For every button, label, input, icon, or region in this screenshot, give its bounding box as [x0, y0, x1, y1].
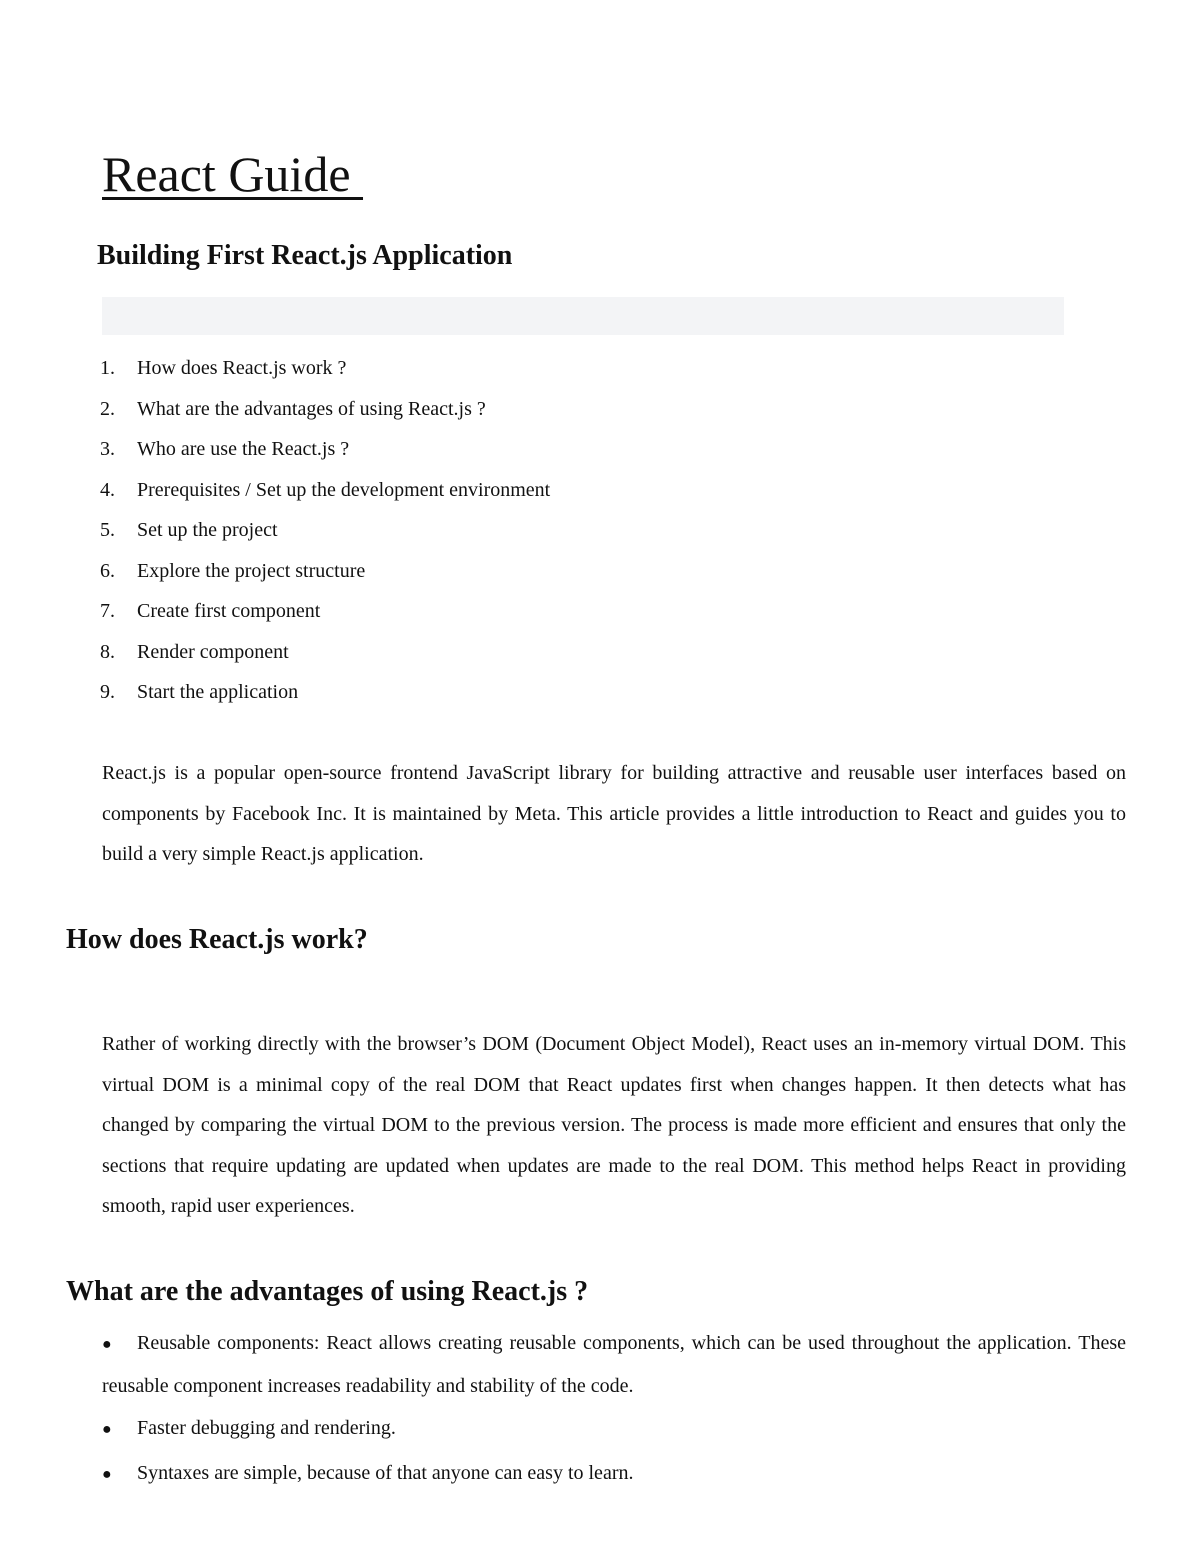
toc-item-number: 3.	[100, 438, 115, 460]
toc-item	[100, 672, 550, 713]
toc-item-text: Prerequisites / Set up the development environment	[137, 478, 551, 501]
toc-item	[100, 591, 550, 632]
toc-item-text: Create first component	[137, 600, 321, 622]
toc-item-number: 2.	[100, 397, 115, 420]
toc-item-number: 7.	[100, 600, 115, 622]
toc-item-text: How does React.js work ?	[137, 357, 347, 379]
toc-item-number: 4.	[100, 478, 115, 501]
toc-item-text: Start the application	[137, 681, 299, 703]
section-heading-advantages: What are the advantages of using React.js ?	[66, 1276, 589, 1307]
list-item	[102, 1453, 1126, 1496]
toc-item-text: Who are use the React.js ?	[137, 438, 350, 460]
toc-item	[100, 429, 550, 470]
advantages-list	[102, 1323, 1126, 1497]
toc-item-number: 1.	[100, 357, 115, 379]
toc-item-text: Explore the project structure	[137, 559, 366, 582]
table-of-contents	[100, 348, 550, 713]
toc-item	[100, 389, 550, 430]
toc-item-text: Render component	[137, 640, 289, 663]
toc-item-number: 9.	[100, 681, 115, 703]
list-item	[102, 1323, 1126, 1406]
bullet-icon: ●	[102, 1465, 112, 1483]
code-block	[102, 297, 1064, 335]
document-subtitle: Building First React.js Application	[97, 240, 513, 271]
list-item-text: Reusable components: React allows creating reusable components, which can be used throughout the application. These reusable component increases readability and stability of the code.	[102, 1332, 1126, 1397]
toc-item	[100, 510, 550, 551]
toc-item-text: Set up the project	[137, 519, 278, 541]
toc-item-number: 6.	[100, 559, 115, 582]
list-item	[102, 1408, 1126, 1451]
toc-item-number: 8.	[100, 640, 115, 663]
toc-item	[100, 470, 550, 511]
list-item-text: Syntaxes are simple, because of that anyone can easy to learn.	[137, 1461, 634, 1484]
toc-item	[100, 551, 550, 592]
toc-item-text: What are the advantages of using React.js ?	[137, 397, 486, 420]
toc-item-number: 5.	[100, 519, 115, 541]
toc-item	[100, 348, 550, 389]
how-paragraph: Rather of working directly with the browser’s DOM (Document Object Model), React uses an in-memory virtual DOM. This virtual DOM is a minimal copy of the real DOM that React updates first when changes happen. It then detects what has changed by comparing the virtual DOM to the previous version. The process is made more efficient and ensures that only the sections that require updating are updated when updates are made to the real DOM. This method helps React in providing smooth, rapid user experiences.	[102, 1033, 1126, 1217]
toc-item	[100, 632, 550, 673]
page-title: React Guide	[102, 146, 364, 202]
bullet-icon: ●	[102, 1336, 112, 1353]
bullet-icon: ●	[102, 1421, 112, 1438]
intro-paragraph: React.js is a popular open-source frontend JavaScript library for building attractive and reusable user interfaces based on components by Facebook Inc. It is maintained by Meta. This article provides a little introduction to React and guides you to build a very simple React.js application.	[102, 762, 1126, 865]
section-heading-how: How does React.js work?	[66, 924, 368, 955]
list-item-text: Faster debugging and rendering.	[137, 1417, 396, 1439]
